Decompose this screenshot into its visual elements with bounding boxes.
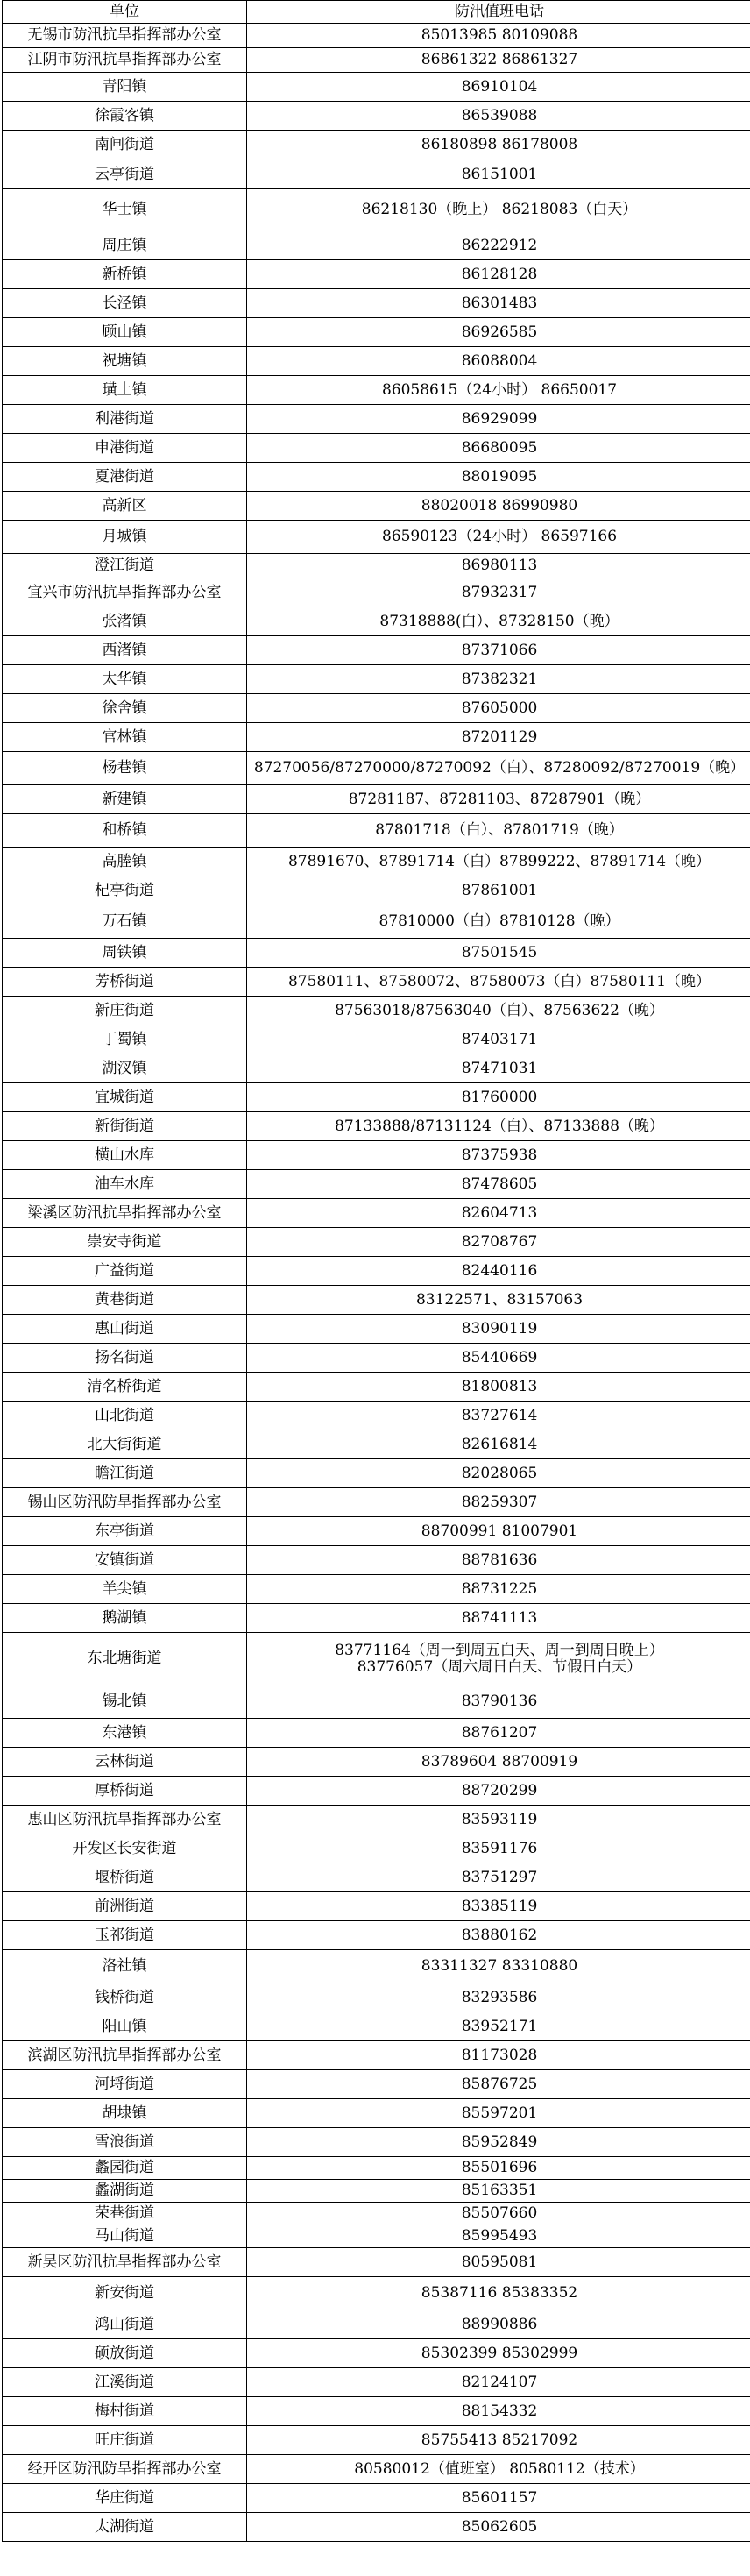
unit-cell: 马山街道	[3, 2225, 247, 2248]
phone-cell: 87403171	[247, 1025, 750, 1054]
table-row	[3, 405, 750, 434]
unit-cell: 阳山镇	[3, 2012, 247, 2041]
table-row	[3, 2310, 750, 2339]
table-row	[3, 2277, 750, 2310]
unit-cell: 华庄街道	[3, 2484, 247, 2513]
table-row	[3, 102, 750, 131]
table-row	[3, 160, 750, 189]
unit-cell: 祝塘镇	[3, 347, 247, 376]
unit-cell: 青阳镇	[3, 73, 247, 102]
table-row	[3, 1286, 750, 1315]
table-row	[3, 1517, 750, 1546]
unit-cell: 月城镇	[3, 521, 247, 554]
unit-cell: 横山水库	[3, 1141, 247, 1170]
unit-cell: 无锡市防汛抗旱指挥部办公室	[3, 24, 247, 48]
unit-cell: 硕放街道	[3, 2339, 247, 2368]
unit-cell: 梁溪区防汛抗旱指挥部办公室	[3, 1199, 247, 1228]
phone-cell: 88990886	[247, 2310, 750, 2339]
unit-cell: 璜土镇	[3, 376, 247, 405]
phone-cell: 82124107	[247, 2368, 750, 2397]
unit-cell: 崇安寺街道	[3, 1228, 247, 1257]
table-row	[3, 2203, 750, 2225]
table-row	[3, 1806, 750, 1834]
table-row	[3, 1459, 750, 1488]
table-row	[3, 752, 750, 785]
phone-cell: 87133888/87131124（白）、87133888（晚）	[247, 1112, 750, 1141]
phone-cell: 80580012（值班室） 80580112（技术）	[247, 2455, 750, 2484]
table-row	[3, 463, 750, 492]
phone-cell: 88781636	[247, 1546, 750, 1575]
phone-cell: 80595081	[247, 2248, 750, 2277]
table-row	[3, 231, 750, 260]
table-row	[3, 521, 750, 554]
phone-cell: 88154332	[247, 2397, 750, 2426]
phone-cell: 85597201	[247, 2099, 750, 2128]
table-row	[3, 1430, 750, 1459]
table-row	[3, 2397, 750, 2426]
phone-cell: 87471031	[247, 1054, 750, 1083]
unit-cell: 新安街道	[3, 2277, 247, 2310]
phone-cell: 85440669	[247, 1344, 750, 1373]
phone-cell: 86910104	[247, 73, 750, 102]
table-row	[3, 2339, 750, 2368]
unit-cell: 顾山镇	[3, 318, 247, 347]
unit-cell: 梅村街道	[3, 2397, 247, 2426]
phone-cell: 82708767	[247, 1228, 750, 1257]
unit-cell: 湖汊镇	[3, 1054, 247, 1083]
unit-cell: 锡北镇	[3, 1685, 247, 1719]
phone-cell: 85755413 85217092	[247, 2426, 750, 2455]
phone-cell: 87371066	[247, 636, 750, 665]
unit-cell: 新桥镇	[3, 260, 247, 289]
phone-cell: 85387116 85383352	[247, 2277, 750, 2310]
table-row	[3, 1315, 750, 1344]
phone-cell: 83593119	[247, 1806, 750, 1834]
unit-cell: 徐舍镇	[3, 694, 247, 723]
phone-cell: 85062605	[247, 2513, 750, 2542]
table-row	[3, 2070, 750, 2099]
unit-cell: 徐霞客镇	[3, 102, 247, 131]
phone-cell: 83952171	[247, 2012, 750, 2041]
phone-cell: 88741113	[247, 1604, 750, 1633]
table-row	[3, 785, 750, 814]
phone-cell: 86218130（晚上） 86218083（白天）	[247, 189, 750, 231]
table-row	[3, 376, 750, 405]
phone-cell: 82440116	[247, 1257, 750, 1286]
unit-cell: 惠山区防汛抗旱指挥部办公室	[3, 1806, 247, 1834]
unit-cell: 山北街道	[3, 1402, 247, 1430]
table-row	[3, 2180, 750, 2203]
phone-cell: 83790136	[247, 1685, 750, 1719]
unit-cell: 宜兴市防汛抗旱指挥部办公室	[3, 578, 247, 607]
phone-cell: 87375938	[247, 1141, 750, 1170]
unit-cell: 东港镇	[3, 1719, 247, 1748]
table-row	[3, 434, 750, 463]
table-row	[3, 131, 750, 160]
phone-cell: 88700991 81007901	[247, 1517, 750, 1546]
unit-cell: 太华镇	[3, 665, 247, 694]
table-row	[3, 2484, 750, 2513]
phone-cell: 81760000	[247, 1083, 750, 1112]
unit-cell: 荣巷街道	[3, 2203, 247, 2225]
unit-cell: 蠡园街道	[3, 2157, 247, 2180]
table-row	[3, 1170, 750, 1199]
phone-cell: 88259307	[247, 1488, 750, 1517]
unit-cell: 滨湖区防汛抗旱指挥部办公室	[3, 2041, 247, 2070]
column-header-phone: 防汛值班电话	[247, 1, 750, 24]
phone-cell: 83880162	[247, 1921, 750, 1950]
table-row	[3, 968, 750, 997]
phone-cell: 88019095	[247, 463, 750, 492]
phone-cell: 83727614	[247, 1402, 750, 1430]
table-row	[3, 939, 750, 968]
table-row	[3, 848, 750, 876]
phone-cell: 87801718（白）、87801719（晚）	[247, 814, 750, 848]
unit-cell: 钱桥街道	[3, 1983, 247, 2012]
table-row	[3, 1025, 750, 1054]
table-row	[3, 2041, 750, 2070]
table-row	[3, 1083, 750, 1112]
unit-cell: 蠡湖街道	[3, 2180, 247, 2203]
unit-cell: 江溪街道	[3, 2368, 247, 2397]
phone-cell: 82604713	[247, 1199, 750, 1228]
table-row	[3, 876, 750, 905]
phone-cell: 87201129	[247, 723, 750, 752]
table-row	[3, 2128, 750, 2157]
phone-cell: 86861322 86861327	[247, 48, 750, 73]
table-row	[3, 1575, 750, 1604]
unit-cell: 云亭街道	[3, 160, 247, 189]
table-row	[3, 1777, 750, 1806]
phone-cell: 85302399 85302999	[247, 2339, 750, 2368]
unit-cell: 杨巷镇	[3, 752, 247, 785]
phone-cell: 86301483	[247, 289, 750, 318]
phone-cell: 87382321	[247, 665, 750, 694]
unit-cell: 高塍镇	[3, 848, 247, 876]
table-row	[3, 1141, 750, 1170]
unit-cell: 锡山区防汛防旱指挥部办公室	[3, 1488, 247, 1517]
table-row	[3, 814, 750, 848]
phone-cell: 85995493	[247, 2225, 750, 2248]
unit-cell: 西渚镇	[3, 636, 247, 665]
phone-cell: 87891670、87891714（白）87899222、87891714（晚）	[247, 848, 750, 876]
phone-cell: 86222912	[247, 231, 750, 260]
unit-cell: 扬名街道	[3, 1344, 247, 1373]
unit-cell: 东北塘街道	[3, 1633, 247, 1685]
unit-cell: 洛社镇	[3, 1950, 247, 1983]
table-row	[3, 2513, 750, 2542]
unit-cell: 澄江街道	[3, 554, 247, 578]
table-row	[3, 492, 750, 521]
unit-cell: 新吴区防汛抗旱指挥部办公室	[3, 2248, 247, 2277]
unit-cell: 胡埭镇	[3, 2099, 247, 2128]
phone-cell: 87478605	[247, 1170, 750, 1199]
unit-cell: 杞亭街道	[3, 876, 247, 905]
unit-cell: 羊尖镇	[3, 1575, 247, 1604]
phone-cell: 85013985 80109088	[247, 24, 750, 48]
table-row	[3, 2099, 750, 2128]
table-row	[3, 1546, 750, 1575]
table-row	[3, 636, 750, 665]
table-row	[3, 1748, 750, 1777]
unit-cell: 新建镇	[3, 785, 247, 814]
table-row	[3, 1228, 750, 1257]
unit-cell: 堰桥街道	[3, 1863, 247, 1892]
unit-cell: 清名桥街道	[3, 1373, 247, 1402]
phone-cell: 87861001	[247, 876, 750, 905]
table-row	[3, 1633, 750, 1685]
table-row	[3, 24, 750, 48]
unit-cell: 丁蜀镇	[3, 1025, 247, 1054]
table-row	[3, 997, 750, 1025]
phone-cell: 87932317	[247, 578, 750, 607]
phone-cell: 85601157	[247, 2484, 750, 2513]
unit-cell: 和桥镇	[3, 814, 247, 848]
unit-cell: 油车水库	[3, 1170, 247, 1199]
unit-cell: 安镇街道	[3, 1546, 247, 1575]
unit-cell: 夏港街道	[3, 463, 247, 492]
phone-cell: 86926585	[247, 318, 750, 347]
phone-cell: 87605000	[247, 694, 750, 723]
unit-cell: 高新区	[3, 492, 247, 521]
unit-cell: 开发区长安街道	[3, 1834, 247, 1863]
table-row	[3, 1950, 750, 1983]
phone-cell: 81173028	[247, 2041, 750, 2070]
table-row	[3, 2012, 750, 2041]
unit-cell: 鹅湖镇	[3, 1604, 247, 1633]
table-row	[3, 694, 750, 723]
table-row	[3, 1199, 750, 1228]
table-row	[3, 607, 750, 636]
unit-cell: 周铁镇	[3, 939, 247, 968]
unit-cell: 官林镇	[3, 723, 247, 752]
phone-cell: 85163351	[247, 2180, 750, 2203]
phone-cell: 83771164（周一到周五白天、周一到周日晚上） 83776057（周六周日白天、节假日白天）	[247, 1633, 750, 1685]
phone-cell: 83751297	[247, 1863, 750, 1892]
phone-cell: 86088004	[247, 347, 750, 376]
unit-cell: 张渚镇	[3, 607, 247, 636]
unit-cell: 芳桥街道	[3, 968, 247, 997]
table-row	[3, 289, 750, 318]
table-row	[3, 260, 750, 289]
phone-cell: 87318888(白）、87328150（晚）	[247, 607, 750, 636]
phone-cell: 85952849	[247, 2128, 750, 2157]
table-row	[3, 554, 750, 578]
unit-cell: 北大街街道	[3, 1430, 247, 1459]
unit-cell: 利港街道	[3, 405, 247, 434]
unit-cell: 新街街道	[3, 1112, 247, 1141]
table-row	[3, 347, 750, 376]
table-row	[3, 723, 750, 752]
unit-cell: 太湖街道	[3, 2513, 247, 2542]
phone-cell: 85501696	[247, 2157, 750, 2180]
phone-cell: 88020018 86990980	[247, 492, 750, 521]
phone-cell: 86151001	[247, 160, 750, 189]
phone-cell: 83090119	[247, 1315, 750, 1344]
phone-cell: 87580111、87580072、87580073（白）87580111（晚）	[247, 968, 750, 997]
unit-cell: 申港街道	[3, 434, 247, 463]
phone-cell: 83311327 83310880	[247, 1950, 750, 1983]
table-row	[3, 1834, 750, 1863]
unit-cell: 惠山街道	[3, 1315, 247, 1344]
table-row	[3, 73, 750, 102]
table-row	[3, 905, 750, 939]
table-row	[3, 2426, 750, 2455]
table-row	[3, 2157, 750, 2180]
phone-cell: 87270056/87270000/87270092（白）、87280092/87270019（晚）	[247, 752, 750, 785]
table-row	[3, 1921, 750, 1950]
unit-cell: 江阴市防汛抗旱指挥部办公室	[3, 48, 247, 73]
unit-cell: 经开区防汛防旱指挥部办公室	[3, 2455, 247, 2484]
phone-cell: 83789604 88700919	[247, 1748, 750, 1777]
phone-cell: 86680095	[247, 434, 750, 463]
table-row	[3, 1344, 750, 1373]
unit-cell: 新庄街道	[3, 997, 247, 1025]
phone-cell: 87501545	[247, 939, 750, 968]
table-header-row	[3, 1, 750, 24]
phone-cell: 86590123（24小时） 86597166	[247, 521, 750, 554]
table-row	[3, 1685, 750, 1719]
phone-cell: 87810000（白）87810128（晚）	[247, 905, 750, 939]
unit-cell: 前洲街道	[3, 1892, 247, 1921]
phone-cell: 83591176	[247, 1834, 750, 1863]
table-row	[3, 1892, 750, 1921]
phone-cell: 86980113	[247, 554, 750, 578]
table-row	[3, 189, 750, 231]
unit-cell: 宜城街道	[3, 1083, 247, 1112]
table-row	[3, 1373, 750, 1402]
phone-cell: 86539088	[247, 102, 750, 131]
phone-cell: 82028065	[247, 1459, 750, 1488]
table-row	[3, 2455, 750, 2484]
table-row	[3, 1257, 750, 1286]
unit-cell: 雪浪街道	[3, 2128, 247, 2157]
table-row	[3, 1863, 750, 1892]
phone-cell: 88761207	[247, 1719, 750, 1748]
phone-cell: 86058615（24小时） 86650017	[247, 376, 750, 405]
phone-cell: 87563018/87563040（白）、87563622（晚）	[247, 997, 750, 1025]
unit-cell: 玉祁街道	[3, 1921, 247, 1950]
unit-cell: 东亭街道	[3, 1517, 247, 1546]
table-row	[3, 2368, 750, 2397]
table-row	[3, 1488, 750, 1517]
column-header-unit: 单位	[3, 1, 247, 24]
table-row	[3, 1112, 750, 1141]
phone-cell: 88731225	[247, 1575, 750, 1604]
unit-cell: 黄巷街道	[3, 1286, 247, 1315]
phone-cell: 82616814	[247, 1430, 750, 1459]
unit-cell: 厚桥街道	[3, 1777, 247, 1806]
unit-cell: 河埒街道	[3, 2070, 247, 2099]
phone-cell: 83122571、83157063	[247, 1286, 750, 1315]
phone-cell: 85507660	[247, 2203, 750, 2225]
unit-cell: 南闸街道	[3, 131, 247, 160]
phone-cell: 83293586	[247, 1983, 750, 2012]
phone-cell: 86128128	[247, 260, 750, 289]
table-row	[3, 1983, 750, 2012]
unit-cell: 周庄镇	[3, 231, 247, 260]
phone-cell: 83385119	[247, 1892, 750, 1921]
unit-cell: 瞻江街道	[3, 1459, 247, 1488]
table-row	[3, 665, 750, 694]
table-row	[3, 1604, 750, 1633]
phone-cell: 85876725	[247, 2070, 750, 2099]
phone-cell: 86180898 86178008	[247, 131, 750, 160]
table-row	[3, 2248, 750, 2277]
phone-cell: 81800813	[247, 1373, 750, 1402]
duty-phone-table	[2, 0, 750, 2542]
table-row	[3, 318, 750, 347]
table-row	[3, 578, 750, 607]
unit-cell: 华士镇	[3, 189, 247, 231]
unit-cell: 云林街道	[3, 1748, 247, 1777]
table-row	[3, 2225, 750, 2248]
phone-cell: 87281187、87281103、87287901（晚）	[247, 785, 750, 814]
phone-cell: 88720299	[247, 1777, 750, 1806]
unit-cell: 长泾镇	[3, 289, 247, 318]
table-row	[3, 1054, 750, 1083]
unit-cell: 广益街道	[3, 1257, 247, 1286]
unit-cell: 旺庄街道	[3, 2426, 247, 2455]
table-row	[3, 1402, 750, 1430]
table-row	[3, 48, 750, 73]
unit-cell: 鸿山街道	[3, 2310, 247, 2339]
unit-cell: 万石镇	[3, 905, 247, 939]
phone-cell: 86929099	[247, 405, 750, 434]
table-body	[3, 1, 750, 2542]
table-row	[3, 1719, 750, 1748]
